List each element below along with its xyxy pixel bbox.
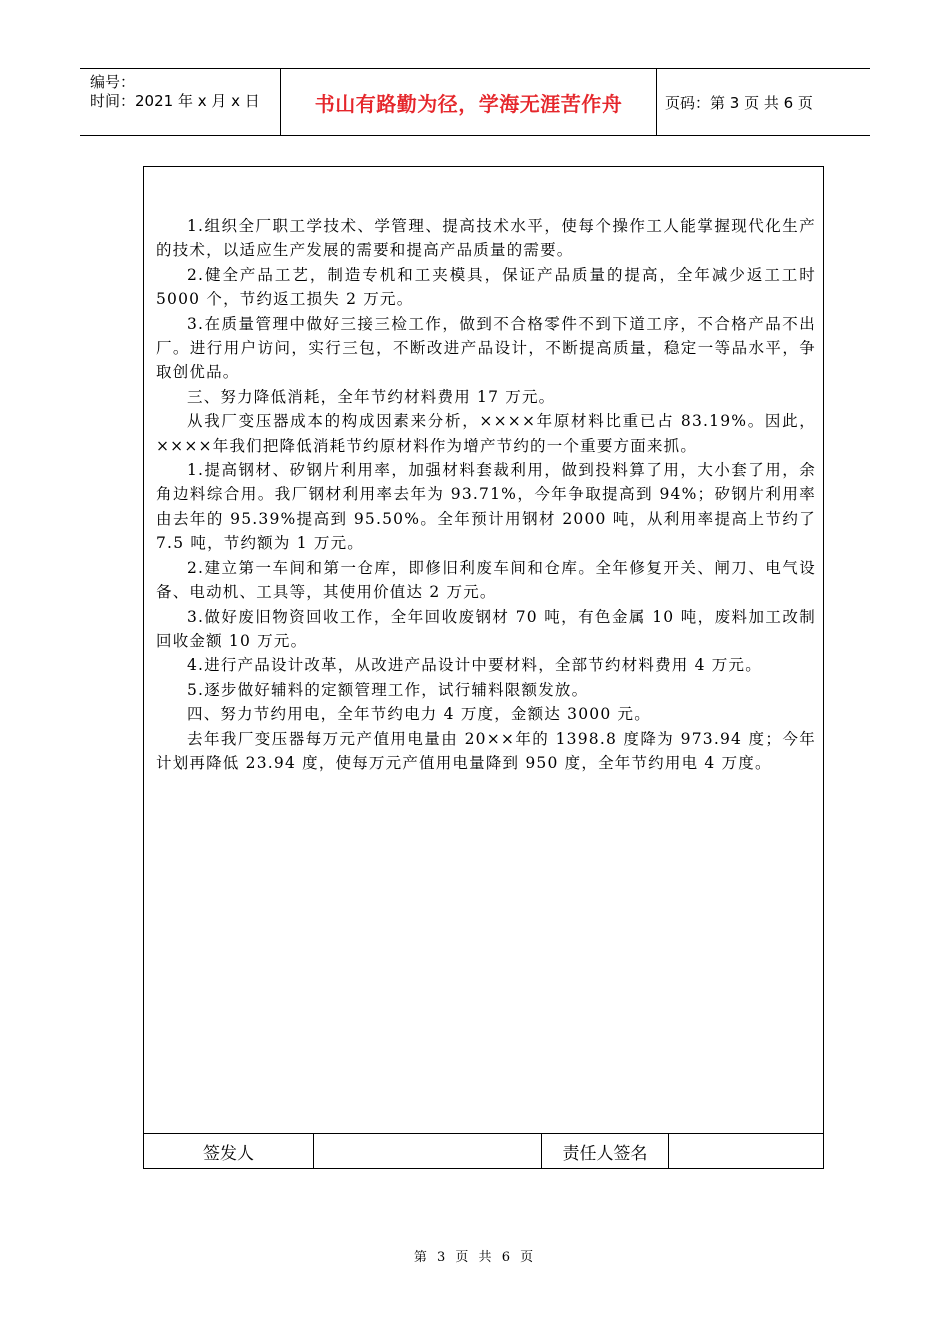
paragraph: 三、努力降低消耗，全年节约材料费用 17 万元。 [187, 387, 556, 406]
body-text [156, 214, 816, 775]
signature-row [144, 1134, 823, 1168]
paragraph: 5.逐步做好辅料的定额管理工作，试行辅料限额发放。 [187, 680, 589, 699]
paragraph: 3.在质量管理中做好三接三检工作，做到不合格零件不到下道工序，不合格产品不出厂。进行用户访问，实行三包，不断改进产品设计，不断提高质量，稳定一等品水平，争取创优品。 [156, 314, 816, 382]
time-label: 时间：2021 年 x 月 x 日 [90, 92, 260, 110]
header-info [80, 69, 281, 135]
paragraph: 2.建立第一车间和第一仓库，即修旧利废车间和仓库。全年修复开关、闸刀、电气设备、电动机、工具等，其使用价值达 2 万元。 [156, 558, 816, 602]
paragraph: 四、努力节约用电，全年节约电力 4 万度，金额达 3000 元。 [187, 705, 651, 724]
paragraph: 3.做好废旧物资回收工作，全年回收废钢材 70 吨，有色金属 10 吨，废料加工改制回收金额 10 万元。 [156, 607, 816, 650]
issuer-label: 签发人 [144, 1134, 314, 1168]
issuer-field[interactable] [314, 1134, 542, 1168]
paragraph: 去年我厂变压器每万元产值用电量由 20××年的 1398.8 度降为 973.94 度；今年计划再降低 23.94 度，使每万元产值用电量降到 950 度，全年节约用电 4 万度。 [156, 729, 816, 772]
paragraph: 从我厂变压器成本的构成因素来分析，××××年原材料比重已占 83.19%。因此，××××年我们把降低消耗节约原材料作为增产节约的一个重要方面来抓。 [156, 412, 816, 455]
page-footer: 第 3 页 共 6 页 [413, 1250, 537, 1265]
paragraph: 1.组织全厂职工学技术、学管理、提高技术水平，使每个操作工人能掌握现代化生产的技术，以适应生产发展的需要和提高产品质量的需要。 [156, 217, 816, 260]
content-cell [144, 167, 823, 1134]
paragraph: 1.提高钢材、矽钢片利用率，加强材料套裁利用，做到投料算了用，大小套了用，余角边料综合用。我厂钢材利用率去年为 93.71%，今年争取提高到 94%；矽钢片利用率由去年的 95.39%提高到 95.50%。全年预计用钢材 2000 吨，从利用率提高上节约了 7.5 吨，节约额为 1 万元。 [156, 461, 816, 553]
header-motto: 书山有路勤为径，学海无涯苦作舟 [281, 69, 657, 135]
paragraph: 4.进行产品设计改革，从改进产品设计中要材料，全部节约材料费用 4 万元。 [187, 656, 762, 675]
document-table [143, 166, 824, 1169]
number-label: 编号： [90, 73, 136, 91]
paragraph: 2.健全产品工艺，制造专机和工夹模具，保证产品质量的提高，全年减少返工工时 5000 个，节约返工损失 2 万元。 [156, 265, 816, 309]
header-page-number: 页码：第 3 页 共 6 页 [665, 93, 813, 112]
responsible-signature-field[interactable] [669, 1134, 823, 1168]
responsible-signature-label: 责任人签名 [542, 1134, 669, 1168]
page-header [80, 68, 870, 136]
